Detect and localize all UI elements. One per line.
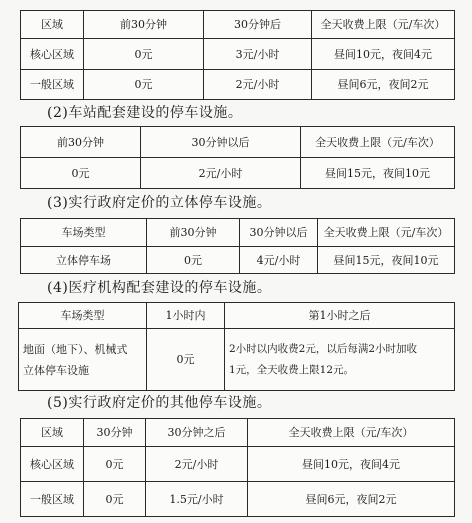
table-station-parking	[20, 126, 455, 189]
table-row	[21, 247, 455, 274]
after-hour-line-1: 2小时以内收费2元，以后每满2小时加收	[229, 342, 418, 355]
table-medical-parking	[18, 302, 455, 391]
table-header-row	[21, 419, 455, 447]
table-row	[21, 70, 455, 100]
cell-first-30-min: 0元	[21, 158, 141, 189]
header-daily-cap: 全天收费上限（元/车次）	[318, 219, 455, 247]
table-header-row	[21, 219, 455, 247]
cell-lot-type: 立体停车场	[21, 247, 147, 274]
cell-lot-type	[19, 329, 147, 391]
cell-first-30-min: 0元	[84, 70, 204, 100]
cell-first-hour: 0元	[147, 329, 225, 391]
header-area: 区域	[21, 419, 84, 447]
table-row	[21, 482, 455, 517]
section-heading-station: (2)车站配套建设的停车设施。	[47, 105, 243, 121]
header-first-30-min: 30分钟	[84, 419, 146, 447]
header-daily-cap: 全天收费上限（元/车次）	[312, 11, 455, 39]
cell-daily-cap: 昼间10元，夜间4元	[248, 447, 455, 482]
header-first-30-min: 前30分钟	[84, 11, 204, 39]
cell-area: 核心区域	[21, 39, 84, 70]
header-first-30-min: 前30分钟	[21, 127, 141, 158]
table-row	[21, 39, 455, 70]
after-hour-line-2: 1元，全天收费上限12元。	[229, 363, 355, 376]
cell-after-30-min: 2元/小时	[141, 158, 301, 189]
cell-after-30-min: 2元/小时	[204, 70, 312, 100]
table-row	[19, 329, 455, 391]
header-first-30-min: 前30分钟	[147, 219, 240, 247]
cell-first-30-min: 0元	[84, 447, 146, 482]
cell-daily-cap: 昼间10元，夜间4元	[312, 39, 455, 70]
cell-daily-cap: 昼间15元，夜间10元	[318, 247, 455, 274]
cell-after-30-min: 3元/小时	[204, 39, 312, 70]
header-lot-type: 车场类型	[19, 303, 147, 329]
table-header-row	[21, 11, 455, 39]
section-heading-multistorey: (3)实行政府定价的立体停车设施。	[47, 195, 272, 211]
header-after-30-min: 30分钟以后	[240, 219, 318, 247]
cell-daily-cap: 昼间6元，夜间2元	[248, 482, 455, 517]
cell-area: 一般区域	[21, 482, 84, 517]
section-heading-other: (5)实行政府定价的其他停车设施。	[47, 395, 272, 411]
header-daily-cap: 全天收费上限（元/车次）	[248, 419, 455, 447]
lot-type-line-1: 地面（地下）、机械式	[23, 342, 128, 356]
cell-first-30-min: 0元	[147, 247, 240, 274]
header-area: 区域	[21, 11, 84, 39]
header-after-30-min: 30分钟后	[204, 11, 312, 39]
cell-area: 一般区域	[21, 70, 84, 100]
cell-after-first-hour	[225, 329, 455, 391]
section-heading-medical: (4)医疗机构配套建设的停车设施。	[47, 280, 272, 296]
cell-after-30-min: 1.5元/小时	[146, 482, 248, 517]
cell-daily-cap: 昼间15元，夜间10元	[301, 158, 455, 189]
cell-daily-cap: 昼间6元，夜间2元	[312, 70, 455, 100]
cell-first-30-min: 0元	[84, 39, 204, 70]
table-other-parking	[20, 418, 455, 517]
header-after-30-min: 30分钟以后	[141, 127, 301, 158]
cell-first-30-min: 0元	[84, 482, 146, 517]
header-after-30-min: 30分钟之后	[146, 419, 248, 447]
header-first-hour: 1小时内	[147, 303, 225, 329]
table-header-row	[19, 303, 455, 329]
table-multistorey-parking	[20, 218, 455, 274]
cell-area: 核心区域	[21, 447, 84, 482]
header-daily-cap: 全天收费上限（元/车次）	[301, 127, 455, 158]
cell-after-30-min: 4元/小时	[240, 247, 318, 274]
header-lot-type: 车场类型	[21, 219, 147, 247]
table-fees-by-area	[20, 10, 455, 100]
table-row	[21, 158, 455, 189]
lot-type-line-2: 立体停车设施	[23, 363, 89, 377]
table-row	[21, 447, 455, 482]
header-after-first-hour: 第1小时之后	[225, 303, 455, 329]
cell-after-30-min: 2元/小时	[146, 447, 248, 482]
table-header-row	[21, 127, 455, 158]
